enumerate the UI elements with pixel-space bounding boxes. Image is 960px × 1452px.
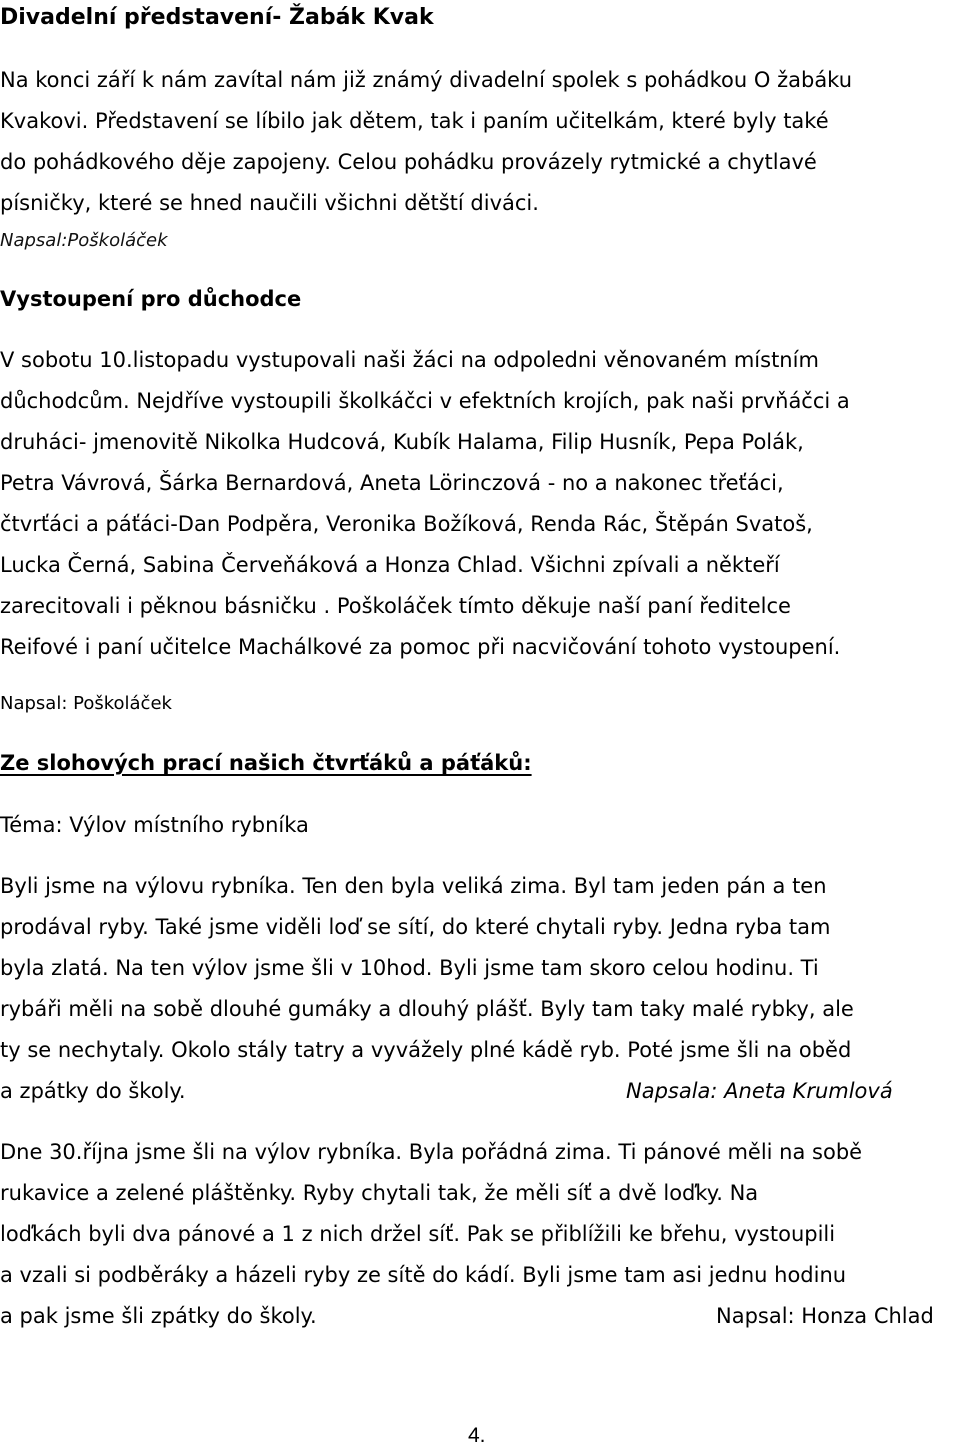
essay1-signature: Napsala: Aneta Krumlová [626, 1079, 893, 1103]
section3-title: Ze slohových prací našich čtvrťáků a páťáků: [0, 751, 532, 775]
essay1-last-line: a zpátky do školy. [0, 1079, 186, 1103]
section1-paragraph: Na konci září k nám zavítal nám již známý divadelní spolek s pohádkou O žabáku Kvakovi. Představení se líbilo jak dětem, tak i paním učitelkám, které byly také do pohádkového děje zapojeny. Celou pohádku provázely rytmické a chytlavé písničky, které se hned naučili všichni dětští diváci. [0, 68, 853, 215]
essay-topic: Téma: Výlov místního rybníka [0, 813, 309, 837]
section1-title: Divadelní představení- Žabák Kvak [0, 5, 434, 30]
essay2-last-line: a pak jsme šli zpátky do školy. [0, 1304, 317, 1328]
section1-signature: Napsal:Poškoláček [0, 230, 168, 251]
essay1-paragraph: Byli jsme na výlovu rybníka. Ten den byla veliká zima. Byl tam jeden pán a ten prodával ryby. Také jsme viděli loď se sítí, do které chytali ryby. Jedna ryba tam byla zlatá. Na ten výlov jsme šli v 10hod. Byli jsme tam skoro celou hodinu. Ti rybáři měli na sobě dlouhé gumáky a dlouhý plášť. Byly tam taky malé rybky, ale ty se nechytaly. Okolo stály tatry a vyvážely plné kádě ryb. Poté jsme šli na oběd [0, 874, 854, 1062]
section2-title: Vystoupení pro důchodce [0, 287, 302, 311]
section2-paragraph: V sobotu 10.listopadu vystupovali naši žáci na odpoledni věnovaném místním důchodcům. Nejdříve vystoupili školkáčci v efektních krojích, pak naši prvňáčci a druháci- jmenovitě Nikolka Hudcová, Kubík Halama, Filip Husník, Pepa Polák, Petra Vávrová, Šárka Bernardová, Aneta Lörinczová - no a nakonec třeťáci, čtvrťáci a páťáci-Dan Podpěra, Veronika Božíková, Renda Rác, Štěpán Svatoš, Lucka Černá, Sabina Červeňáková a Honza Chlad. Všichni zpívali a někteří zarecitovali i pěknou básničku . Poškoláček tímto děkuje naší paní ředitelce Reifové i paní učitelce Machálkové za pomoc při nacvičování tohoto vystoupení. [0, 348, 850, 659]
essay2-paragraph: Dne 30.října jsme šli na výlov rybníka. Byla pořádná zima. Ti pánové měli na sobě rukavice a zelené pláštěnky. Ryby chytali tak, že měli síť a dvě loďky. Na loďkách byli dva pánové a 1 z nich držel síť. Pak se přiblížili ke břehu, vystoupili a vzali si podběráky a házeli ryby ze sítě do kádí. Byli jsme tam asi jednu hodinu [0, 1140, 863, 1287]
page-number: 4. [468, 1424, 486, 1447]
section2-signature: Napsal: Poškoláček [0, 693, 172, 714]
essay2-signature: Napsal: Honza Chlad [716, 1304, 934, 1328]
